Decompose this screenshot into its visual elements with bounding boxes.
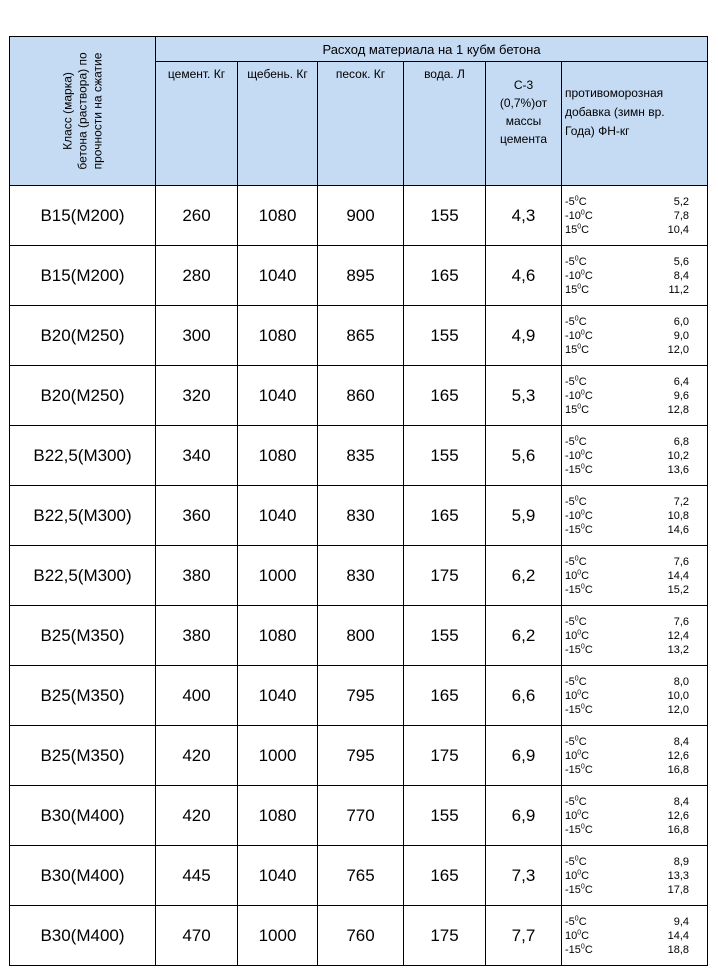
antifreeze-temp-value: -15: [565, 583, 581, 596]
antifreeze-line: [565, 855, 707, 869]
antifreeze-dose: 16,8: [667, 763, 690, 776]
antifreeze-temp-value: -5: [565, 435, 575, 448]
antifreeze-line: [565, 615, 707, 629]
antifreeze-temp-value: -5: [565, 375, 575, 388]
cell-gravel: 1040: [238, 666, 318, 726]
antifreeze-temp: $-15^0C$: [565, 822, 593, 836]
antifreeze-dose: 10,8: [667, 509, 690, 522]
antifreeze-temp-value: -5: [565, 555, 575, 568]
cell-s3: 7,7: [486, 906, 562, 966]
antifreeze-line: [565, 495, 707, 509]
cell-s3: 4,9: [486, 306, 562, 366]
antifreeze-line: [565, 375, 707, 389]
antifreeze-line: [565, 523, 707, 537]
cell-cement: 445: [156, 846, 238, 906]
cell-gravel: 1000: [238, 726, 318, 786]
cell-s3: 4,6: [486, 246, 562, 306]
antifreeze-temp-value: 15: [565, 403, 578, 416]
header-antifreeze: [562, 62, 708, 186]
antifreeze-dose: 12,6: [667, 749, 690, 762]
table-row: [10, 666, 708, 726]
antifreeze-temp: $-10^0C$: [565, 328, 593, 342]
antifreeze-line: [565, 915, 707, 929]
antifreeze-temp-value: -10: [565, 449, 581, 462]
cell-s3: 6,2: [486, 546, 562, 606]
antifreeze-temp: $-5^0C$: [565, 314, 587, 328]
antifreeze-dose: 10,0: [667, 689, 690, 702]
cell-cement: 400: [156, 666, 238, 726]
cell-cement: 420: [156, 786, 238, 846]
cell-gravel: 1080: [238, 786, 318, 846]
cell-s3: 6,2: [486, 606, 562, 666]
antifreeze-temp-value: -5: [565, 255, 575, 268]
cell-cement: 280: [156, 246, 238, 306]
antifreeze-temp: $-5^0C$: [565, 614, 587, 628]
antifreeze-temp: $15^0C$: [565, 222, 590, 236]
antifreeze-temp-value: -5: [565, 855, 575, 868]
antifreeze-temp-value: -5: [565, 675, 575, 688]
antifreeze-temp: $10^0C$: [565, 688, 590, 702]
antifreeze-temp: $-5^0C$: [565, 674, 587, 688]
cell-grade: B30(M400): [10, 906, 156, 966]
antifreeze-line: [565, 735, 707, 749]
cell-cement: 380: [156, 546, 238, 606]
antifreeze-temp-value: 15: [565, 343, 578, 356]
antifreeze-temp: $-15^0C$: [565, 462, 593, 476]
antifreeze-temp-value: -5: [565, 315, 575, 328]
header-s3-line: массы: [505, 114, 542, 128]
cell-grade: B30(M400): [10, 846, 156, 906]
antifreeze-temp: $15^0C$: [565, 282, 590, 296]
antifreeze-line: [565, 943, 707, 957]
antifreeze-temp-value: -15: [565, 883, 581, 896]
table-header: [10, 37, 708, 186]
antifreeze-temp: $-5^0C$: [565, 554, 587, 568]
cell-antifreeze: [562, 426, 708, 486]
cell-sand: 830: [318, 546, 404, 606]
antifreeze-dose: 15,2: [667, 583, 690, 596]
cell-water: 155: [404, 786, 486, 846]
antifreeze-dose: 6,0: [673, 315, 690, 328]
antifreeze-temp-value: 10: [565, 569, 578, 582]
antifreeze-dose: 5,6: [673, 255, 690, 268]
antifreeze-temp: $10^0C$: [565, 748, 590, 762]
antifreeze-dose: 13,2: [667, 643, 690, 656]
antifreeze-line: [565, 209, 707, 223]
antifreeze-dose: 6,4: [673, 375, 690, 388]
antifreeze-dose: 12,8: [667, 403, 690, 416]
antifreeze-line: [565, 283, 707, 297]
cell-sand: 795: [318, 726, 404, 786]
antifreeze-line: [565, 403, 707, 417]
header-group: Расход материала на 1 кубм бетона: [156, 37, 708, 62]
table-row: [10, 426, 708, 486]
antifreeze-temp: $10^0C$: [565, 928, 590, 942]
antifreeze-temp-value: -5: [565, 195, 575, 208]
antifreeze-temp: $-5^0C$: [565, 914, 587, 928]
cell-gravel: 1080: [238, 306, 318, 366]
cell-gravel: 1040: [238, 246, 318, 306]
cell-antifreeze: [562, 246, 708, 306]
cell-grade: B20(M250): [10, 366, 156, 426]
table-row: [10, 366, 708, 426]
cell-cement: 340: [156, 426, 238, 486]
antifreeze-temp: $15^0C$: [565, 402, 590, 416]
antifreeze-temp-value: -10: [565, 209, 581, 222]
antifreeze-line: [565, 583, 707, 597]
antifreeze-temp: $10^0C$: [565, 628, 590, 642]
antifreeze-temp: $-15^0C$: [565, 942, 593, 956]
antifreeze-temp-value: -10: [565, 389, 581, 402]
antifreeze-temp-value: -15: [565, 763, 581, 776]
cell-sand: 895: [318, 246, 404, 306]
cell-s3: 5,3: [486, 366, 562, 426]
cell-water: 175: [404, 726, 486, 786]
antifreeze-temp: $-15^0C$: [565, 642, 593, 656]
cell-s3: 7,3: [486, 846, 562, 906]
antifreeze-temp: $-5^0C$: [565, 854, 587, 868]
cell-cement: 360: [156, 486, 238, 546]
cell-antifreeze: [562, 846, 708, 906]
cell-sand: 865: [318, 306, 404, 366]
header-gravel: щебень. Кг: [238, 62, 318, 186]
cell-grade: B22,5(M300): [10, 546, 156, 606]
antifreeze-temp-value: 10: [565, 809, 578, 822]
antifreeze-temp-value: -15: [565, 463, 581, 476]
cell-gravel: 1040: [238, 486, 318, 546]
antifreeze-dose: 7,6: [673, 615, 690, 628]
antifreeze-dose: 12,0: [667, 703, 690, 716]
antifreeze-temp: $-15^0C$: [565, 882, 593, 896]
antifreeze-temp-value: 10: [565, 749, 578, 762]
cell-gravel: 1040: [238, 846, 318, 906]
antifreeze-temp-value: -15: [565, 823, 581, 836]
antifreeze-dose: 17,8: [667, 883, 690, 896]
cell-grade: B25(M350): [10, 666, 156, 726]
antifreeze-dose: 12,6: [667, 809, 690, 822]
antifreeze-dose: 6,8: [673, 435, 690, 448]
antifreeze-line: [565, 195, 707, 209]
cell-antifreeze: [562, 726, 708, 786]
cell-s3: 6,6: [486, 666, 562, 726]
antifreeze-line: [565, 869, 707, 883]
antifreeze-line: [565, 809, 707, 823]
table-row: [10, 846, 708, 906]
cell-grade: B22,5(M300): [10, 486, 156, 546]
antifreeze-dose: 8,4: [673, 795, 690, 808]
antifreeze-temp: $-5^0C$: [565, 374, 587, 388]
antifreeze-line: [565, 509, 707, 523]
cell-cement: 470: [156, 906, 238, 966]
cell-gravel: 1000: [238, 906, 318, 966]
cell-gravel: 1000: [238, 546, 318, 606]
antifreeze-dose: 14,4: [667, 929, 690, 942]
antifreeze-temp-value: -15: [565, 643, 581, 656]
antifreeze-temp: $10^0C$: [565, 568, 590, 582]
cell-water: 175: [404, 906, 486, 966]
antifreeze-dose: 8,9: [673, 855, 690, 868]
table-row: [10, 486, 708, 546]
antifreeze-dose: 14,4: [667, 569, 690, 582]
antifreeze-dose: 8,4: [673, 735, 690, 748]
header-sand: песок. Кг: [318, 62, 404, 186]
antifreeze-temp: $-15^0C$: [565, 762, 593, 776]
antifreeze-temp-value: -5: [565, 795, 575, 808]
antifreeze-temp: $-5^0C$: [565, 434, 587, 448]
header-s3-line: С-3: [513, 78, 534, 92]
antifreeze-temp: $-10^0C$: [565, 508, 593, 522]
antifreeze-dose: 8,0: [673, 675, 690, 688]
antifreeze-line: [565, 795, 707, 809]
cell-grade: B22,5(M300): [10, 426, 156, 486]
cell-grade: B25(M350): [10, 726, 156, 786]
antifreeze-temp: $-10^0C$: [565, 388, 593, 402]
antifreeze-temp-value: -5: [565, 495, 575, 508]
antifreeze-temp-value: -5: [565, 735, 575, 748]
cell-gravel: 1080: [238, 606, 318, 666]
cell-water: 155: [404, 186, 486, 246]
antifreeze-line: [565, 929, 707, 943]
cell-antifreeze: [562, 906, 708, 966]
antifreeze-dose: 12,0: [667, 343, 690, 356]
header-s3-line: (0,7%)от: [499, 96, 548, 110]
antifreeze-temp-value: -5: [565, 915, 575, 928]
antifreeze-dose: 12,4: [667, 629, 690, 642]
table-row: [10, 186, 708, 246]
antifreeze-line: [565, 689, 707, 703]
antifreeze-dose: 10,4: [667, 223, 690, 236]
cell-antifreeze: [562, 306, 708, 366]
antifreeze-dose: 9,0: [673, 329, 690, 342]
header-s3: [486, 62, 562, 186]
antifreeze-temp: $-5^0C$: [565, 794, 587, 808]
cell-grade: B15(M200): [10, 246, 156, 306]
antifreeze-line: [565, 763, 707, 777]
cell-s3: 5,9: [486, 486, 562, 546]
cell-antifreeze: [562, 666, 708, 726]
cell-antifreeze: [562, 606, 708, 666]
cell-antifreeze: [562, 186, 708, 246]
cell-water: 175: [404, 546, 486, 606]
antifreeze-dose: 7,8: [673, 209, 690, 222]
antifreeze-temp: $-10^0C$: [565, 268, 593, 282]
antifreeze-line: [565, 569, 707, 583]
cell-sand: 765: [318, 846, 404, 906]
cell-water: 165: [404, 846, 486, 906]
antifreeze-line: [565, 675, 707, 689]
antifreeze-dose: 5,2: [673, 195, 690, 208]
antifreeze-temp: $-15^0C$: [565, 702, 593, 716]
antifreeze-temp: $10^0C$: [565, 868, 590, 882]
cell-cement: 380: [156, 606, 238, 666]
antifreeze-temp-value: -15: [565, 523, 581, 536]
cell-s3: 6,9: [486, 786, 562, 846]
table-row: [10, 726, 708, 786]
antifreeze-line: [565, 435, 707, 449]
cell-antifreeze: [562, 546, 708, 606]
antifreeze-line: [565, 269, 707, 283]
header-antifreeze-line: добавка (зимн вр.: [565, 105, 665, 119]
antifreeze-line: [565, 343, 707, 357]
antifreeze-dose: 13,3: [667, 869, 690, 882]
cell-gravel: 1080: [238, 426, 318, 486]
cell-antifreeze: [562, 366, 708, 426]
antifreeze-dose: 13,6: [667, 463, 690, 476]
antifreeze-temp: $-15^0C$: [565, 522, 593, 536]
cell-water: 155: [404, 306, 486, 366]
antifreeze-temp: $15^0C$: [565, 342, 590, 356]
antifreeze-temp-value: 10: [565, 689, 578, 702]
cell-sand: 835: [318, 426, 404, 486]
table-row: [10, 906, 708, 966]
cell-water: 155: [404, 606, 486, 666]
antifreeze-line: [565, 315, 707, 329]
cell-grade: B20(M250): [10, 306, 156, 366]
antifreeze-temp: $-5^0C$: [565, 734, 587, 748]
table-row: [10, 306, 708, 366]
table-body: [10, 186, 708, 966]
antifreeze-temp: $-5^0C$: [565, 194, 587, 208]
antifreeze-temp: $-10^0C$: [565, 448, 593, 462]
antifreeze-temp-value: -15: [565, 943, 581, 956]
antifreeze-dose: 7,6: [673, 555, 690, 568]
cell-cement: 420: [156, 726, 238, 786]
antifreeze-line: [565, 703, 707, 717]
cell-gravel: 1080: [238, 186, 318, 246]
antifreeze-line: [565, 629, 707, 643]
cell-cement: 260: [156, 186, 238, 246]
antifreeze-temp-value: 10: [565, 869, 578, 882]
cell-antifreeze: [562, 786, 708, 846]
antifreeze-dose: 9,4: [673, 915, 690, 928]
antifreeze-dose: 9,6: [673, 389, 690, 402]
antifreeze-line: [565, 823, 707, 837]
header-class-label: Класс (марка) бетона (раствора) по прочности на сжатие: [60, 52, 104, 170]
table-row: [10, 606, 708, 666]
header-cement: цемент. Кг: [156, 62, 238, 186]
cell-sand: 800: [318, 606, 404, 666]
antifreeze-temp: $-10^0C$: [565, 208, 593, 222]
antifreeze-temp-value: -5: [565, 615, 575, 628]
antifreeze-line: [565, 449, 707, 463]
antifreeze-temp: $-15^0C$: [565, 582, 593, 596]
cell-cement: 320: [156, 366, 238, 426]
antifreeze-temp-value: -15: [565, 703, 581, 716]
antifreeze-dose: 7,2: [673, 495, 690, 508]
antifreeze-temp-value: 15: [565, 283, 578, 296]
table-row: [10, 786, 708, 846]
header-antifreeze-line: противоморозная: [565, 86, 664, 100]
antifreeze-line: [565, 223, 707, 237]
cell-s3: 5,6: [486, 426, 562, 486]
table-row: [10, 246, 708, 306]
cell-s3: 6,9: [486, 726, 562, 786]
antifreeze-temp-value: 15: [565, 223, 578, 236]
antifreeze-temp: $10^0C$: [565, 808, 590, 822]
antifreeze-line: [565, 255, 707, 269]
antifreeze-line: [565, 749, 707, 763]
antifreeze-line: [565, 389, 707, 403]
cell-water: 165: [404, 666, 486, 726]
cell-sand: 770: [318, 786, 404, 846]
cell-gravel: 1040: [238, 366, 318, 426]
antifreeze-dose: 14,6: [667, 523, 690, 536]
antifreeze-line: [565, 883, 707, 897]
antifreeze-temp-value: -10: [565, 509, 581, 522]
cell-s3: 4,3: [486, 186, 562, 246]
cell-grade: B25(M350): [10, 606, 156, 666]
cell-sand: 860: [318, 366, 404, 426]
cell-grade: B30(M400): [10, 786, 156, 846]
antifreeze-line: [565, 329, 707, 343]
cell-grade: B15(M200): [10, 186, 156, 246]
header-class: [10, 37, 156, 186]
concrete-mix-table: [9, 36, 708, 966]
antifreeze-dose: 16,8: [667, 823, 690, 836]
cell-sand: 760: [318, 906, 404, 966]
antifreeze-line: [565, 643, 707, 657]
antifreeze-temp-value: 10: [565, 629, 578, 642]
antifreeze-temp-value: -10: [565, 269, 581, 282]
header-antifreeze-line: Года) ФН-кг: [565, 124, 630, 138]
antifreeze-dose: 10,2: [667, 449, 690, 462]
cell-sand: 830: [318, 486, 404, 546]
cell-sand: 900: [318, 186, 404, 246]
header-water: вода. Л: [404, 62, 486, 186]
antifreeze-temp-value: -10: [565, 329, 581, 342]
antifreeze-temp: $-5^0C$: [565, 254, 587, 268]
cell-water: 155: [404, 426, 486, 486]
cell-sand: 795: [318, 666, 404, 726]
antifreeze-temp: $-5^0C$: [565, 494, 587, 508]
cell-water: 165: [404, 486, 486, 546]
table-row: [10, 546, 708, 606]
antifreeze-temp-value: 10: [565, 929, 578, 942]
antifreeze-dose: 8,4: [673, 269, 690, 282]
header-s3-line: цемента: [500, 132, 547, 146]
cell-antifreeze: [562, 486, 708, 546]
antifreeze-dose: 18,8: [667, 943, 690, 956]
antifreeze-line: [565, 555, 707, 569]
antifreeze-line: [565, 463, 707, 477]
cell-cement: 300: [156, 306, 238, 366]
antifreeze-dose: 11,2: [668, 283, 690, 296]
cell-water: 165: [404, 246, 486, 306]
cell-water: 165: [404, 366, 486, 426]
